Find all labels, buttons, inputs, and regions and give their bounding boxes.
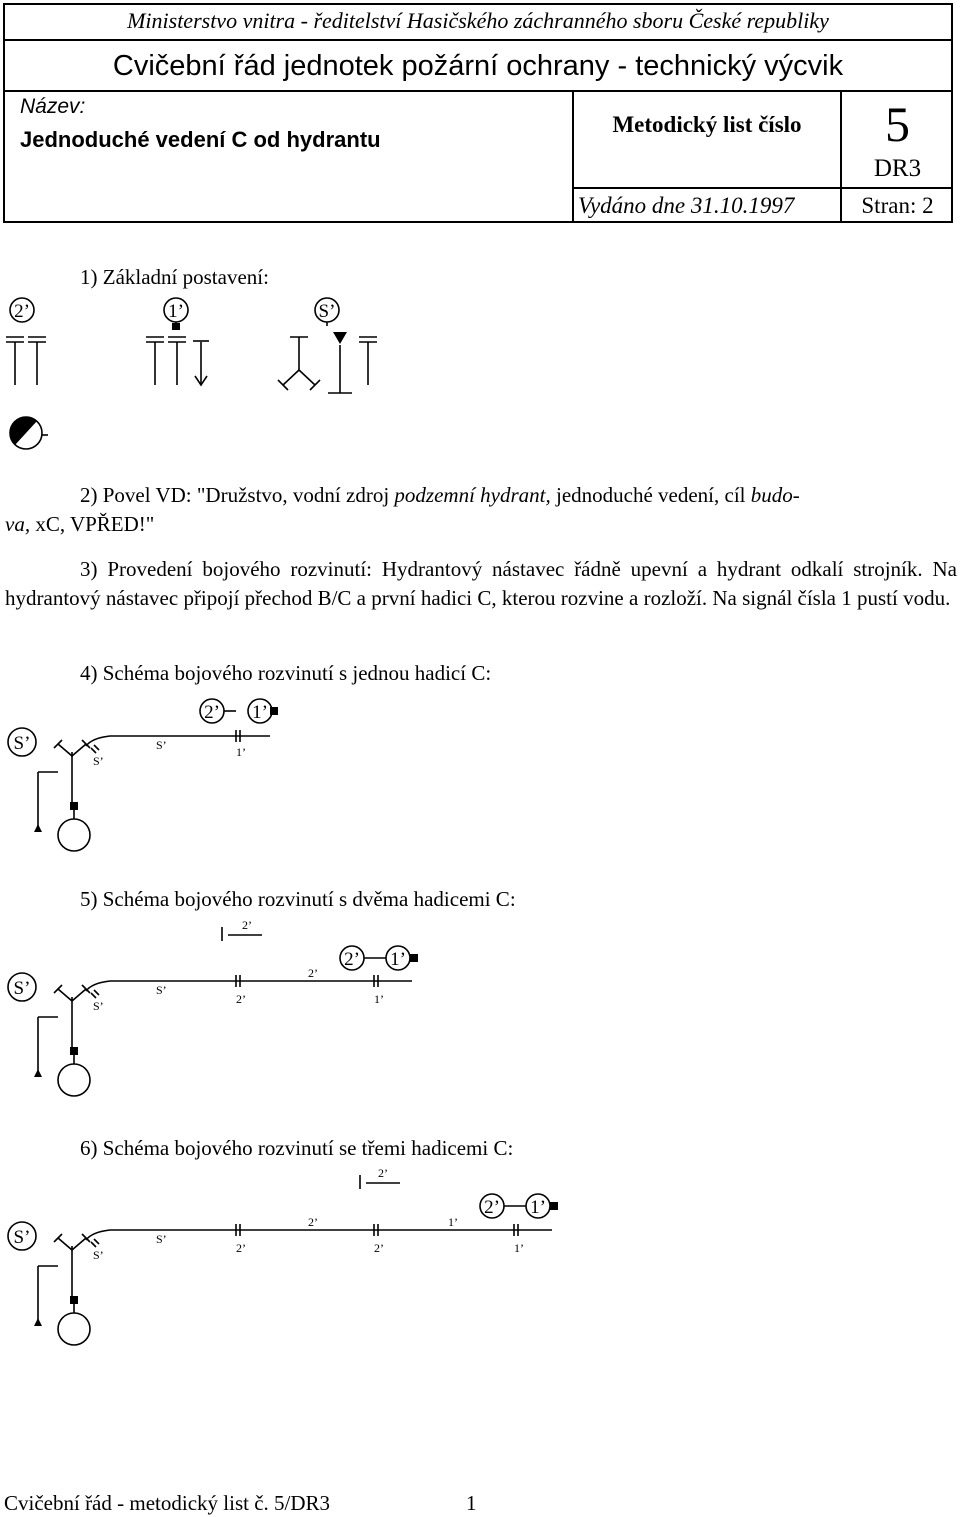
- member-1-hoses: [146, 337, 209, 385]
- scheme6-member-1: 1’: [530, 1197, 546, 1218]
- issue-date: Vydáno dne 31.10.1997: [578, 193, 795, 218]
- sheet-code: DR3: [873, 155, 922, 182]
- scheme5-member-2: 2’: [344, 949, 360, 970]
- section5-heading: 5) Schéma bojového rozvinutí s dvěma hadicemi C:: [80, 887, 516, 911]
- scheme5-2-top: 2’: [242, 918, 252, 932]
- scheme4-member-1: 1’: [252, 702, 268, 723]
- scheme-one-hose: [0, 690, 330, 860]
- section6-heading: 6) Schéma bojového rozvinutí se třemi hadicemi C:: [80, 1136, 514, 1160]
- scheme-three-hoses: [0, 1163, 580, 1353]
- scheme5-1-label: 1’: [374, 992, 384, 1006]
- member-2-hoses: [6, 337, 46, 385]
- machinist-tools: [278, 337, 377, 393]
- scheme6-2-top: 2’: [378, 1166, 388, 1180]
- scheme5-s-small: S’: [93, 999, 104, 1013]
- footer-text: Cvičební řád - metodický list č. 5/DR3: [4, 1491, 331, 1515]
- name-label: Název:: [20, 95, 86, 118]
- scheme6-s-small: S’: [93, 1248, 104, 1262]
- scheme6-2-low-a: 2’: [236, 1241, 246, 1255]
- header-divider: [572, 187, 953, 189]
- scheme5-s-big: S’: [13, 978, 31, 999]
- sheet-label: Metodický list číslo: [612, 112, 802, 137]
- sheet-number: 5: [885, 96, 910, 152]
- page-number: 1: [466, 1491, 477, 1515]
- command-text: 2) Povel VD: "Družstvo, vodní zdroj: [80, 483, 395, 507]
- scheme5-2-low: 2’: [236, 992, 246, 1006]
- section2-command: [5, 481, 957, 539]
- scheme4-member-2: 2’: [204, 702, 220, 723]
- member-2-label: 2’: [14, 301, 30, 322]
- member-s-label: S’: [318, 301, 336, 322]
- scheme4-s-label: S’: [156, 738, 167, 752]
- scheme6-1-mid: 1’: [448, 1215, 458, 1229]
- command-target: va,: [5, 512, 31, 536]
- scheme6-member-2: 2’: [484, 1197, 500, 1218]
- scheme6-s-label: S’: [156, 1232, 167, 1246]
- command-text: xC, VPŘED!": [30, 512, 155, 536]
- scheme5-s-label: S’: [156, 983, 167, 997]
- member-1-label: 1’: [168, 301, 184, 322]
- command-target: budo-: [750, 483, 800, 507]
- scheme6-s-big: S’: [13, 1227, 31, 1248]
- command-text: jednoduché vedení, cíl: [550, 483, 751, 507]
- scheme5-2-mid: 2’: [308, 966, 318, 980]
- scheme4-s-big: S’: [13, 733, 31, 754]
- scheme5-member-1: 1’: [390, 949, 406, 970]
- document-name: Jednoduché vedení C od hydrantu: [20, 127, 381, 152]
- scheme4-s-small: S’: [93, 754, 104, 768]
- section1-heading: 1) Základní postavení:: [80, 265, 269, 289]
- scheme-two-hoses: [0, 915, 440, 1105]
- basic-position-diagram: [0, 290, 400, 460]
- section4-heading: 4) Schéma bojového rozvinutí s jednou hadicí C:: [80, 661, 492, 685]
- header-divider: [3, 39, 953, 41]
- scheme4-1-label: 1’: [236, 745, 246, 759]
- section3-procedure: 3) Provedení bojového rozvinutí: Hydrantový nástavec řádně upevní a hydrant odkalí strojník. Na hydrantový nástavec připojí přechod B/C a první hadici C, kterou rozvine a rozloží. Na signál čísla 1 pustí vodu.: [5, 557, 957, 610]
- page-count: Stran: 2: [861, 193, 934, 218]
- scheme6-2-mid: 2’: [308, 1215, 318, 1229]
- ministry-line: Ministerstvo vnitra - ředitelství Hasičského záchranného sboru České republiky: [127, 8, 829, 33]
- scheme6-1-low: 1’: [514, 1241, 524, 1255]
- command-water-source: podzemní hydrant,: [394, 483, 551, 507]
- header-divider: [3, 90, 953, 92]
- scheme6-2-low-b: 2’: [374, 1241, 384, 1255]
- manual-title: Cvičební řád jednotek požární ochrany - technický výcvik: [112, 50, 844, 82]
